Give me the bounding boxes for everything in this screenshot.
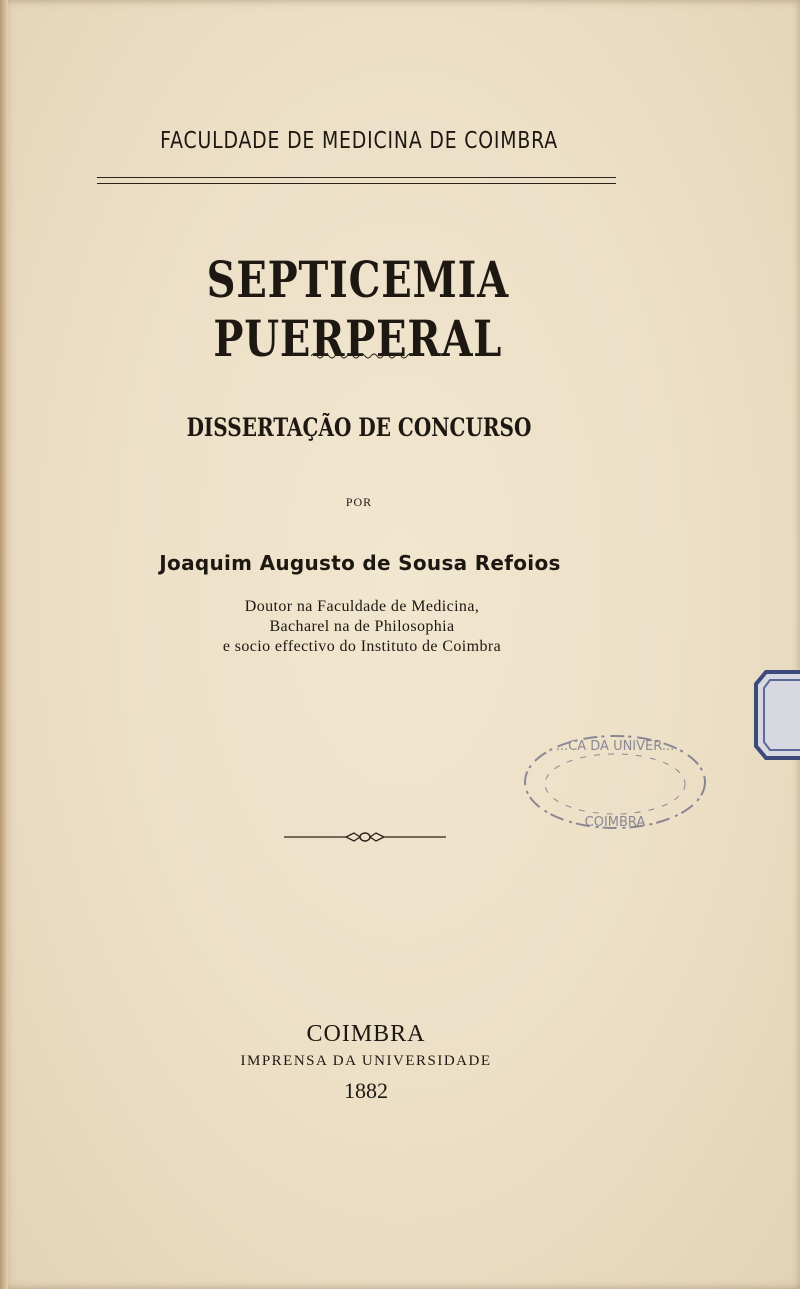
wavy-ornament: [311, 352, 413, 360]
author-name: Joaquim Augusto de Sousa Refoios: [159, 551, 561, 575]
author-credential: Doutor na Faculdade de Medicina,: [244, 598, 480, 615]
author-credential: e socio effectivo do Instituto de Coimbra: [222, 638, 502, 655]
book-title: SEPTICEMIA PUERPERAL: [206, 250, 509, 368]
imprint-press: IMPRENSA DA UNIVERSIDADE: [240, 1053, 492, 1069]
stamp-top-text: ...CA DA UNIVER...: [555, 739, 675, 754]
dissertation-subtitle: DISSERTAÇÃO DE CONCURSO: [186, 413, 532, 442]
author-credential: Bacharel na de Philosophia: [269, 618, 455, 635]
faculty-heading: FACULDADE DE MEDICINA DE COIMBRA: [160, 128, 559, 154]
library-stamp: [515, 722, 715, 842]
double-rule-divider: [97, 177, 616, 184]
rule-ornament: [284, 830, 446, 844]
shelf-label-tab: [752, 668, 800, 762]
imprint-year: 1882: [344, 1078, 388, 1103]
stamp-bottom-text: COIMBRA: [584, 815, 646, 830]
by-label: POR: [345, 495, 373, 509]
imprint-city: COIMBRA: [306, 1021, 426, 1047]
